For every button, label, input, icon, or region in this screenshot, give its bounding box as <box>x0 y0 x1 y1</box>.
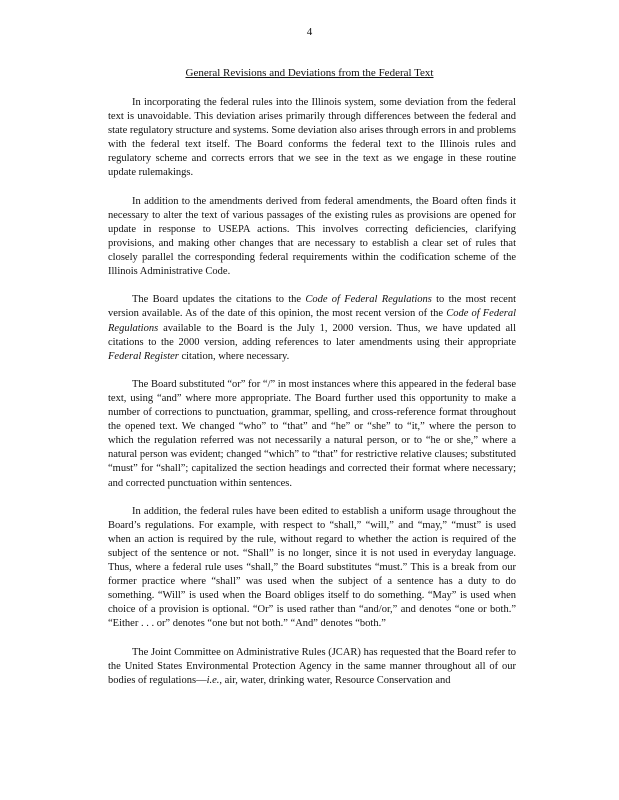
paragraph-2: In addition to the amendments derived from federal amendments, the Board often finds it necessary to alter the text of various passages of the existing rules as provisions are opened for update in response to USEPA actions. This involves correcting deficiencies, clarifying provisions, and making other changes that are necessary to establish a clear set of rules that closely parallel the corresponding federal requirements within the codification scheme of the Illinois Administrative Code. <box>108 195 516 278</box>
paragraph-3-text-a: The Board updates the citations to the <box>132 294 306 306</box>
section-heading: General Revisions and Deviations from the Federal Text <box>185 67 434 79</box>
body-text <box>108 96 516 688</box>
federal-register-citation: Federal Register <box>108 350 179 362</box>
paragraph-6-text-b: , air, water, drinking water, Resource Conservation and <box>219 674 451 686</box>
page-number: 4 <box>306 26 313 38</box>
paragraph-5: In addition, the federal rules have been edited to establish a uniform usage throughout the Board’s regulations. For example, with respect to “shall,” “will,” and “may,” “must” is used when an action is required by the rule, without regard to whether the action is required of the subject of the sentence or not. “Shall” is no longer, since it is not used in everyday language. Thus, where a federal rule uses “shall,” the Board substitutes “must.” This is a break from our former practice where “shall” was used when the subject of a sentence has a duty to do something. “Will” is used when the Board obliges itself to do something. “May” is used when choice of a provision is optional. “Or” is used rather than “and/or,” and denotes “one or both.” “Either . . . or” denotes “one but not both.” “And” denotes “both.” <box>108 505 516 630</box>
paragraph-6 <box>108 646 516 688</box>
paragraph-3 <box>108 293 516 363</box>
paragraph-4: The Board substituted “or” for “/” in most instances where this appeared in the federal base text, using “and” where more appropriate. The Board further used this opportunity to make a number of corrections to punctuation, grammar, spelling, and cross-reference format throughout the opened text. We changed “who” to “that” and “he” or “she” to “it,” where the person to which the regulation referred was not necessarily a natural person, or to “he or she,” where a natural person was evident; changed “which” to “that” for restrictive relative clauses; substituted “must” for “shall”; capitalized the section headings and corrected their format where necessary; and corrected punctuation within sentences. <box>108 378 516 489</box>
paragraph-3-text-c: available to the Board is the July 1, 2000 version. Thus, we have updated all citations to the 2000 version, adding references to later amendments using their appropriate <box>108 322 516 348</box>
paragraph-6-text-a: The Joint Committee on Administrative Rules (JCAR) has requested that the Board refer to the United States Environmental Protection Agency in the same manner throughout all of our bodies of regulations— <box>108 646 516 686</box>
paragraph-3-text-b: to the most recent version available. As of the date of this opinion, the most recent version of the <box>108 294 517 320</box>
ie-abbrev: i.e. <box>206 674 220 686</box>
paragraph-3-text-d: citation, where necessary. <box>178 350 290 362</box>
paragraph-1: In incorporating the federal rules into the Illinois system, some deviation from the federal text is unavoidable. This deviation arises primarily through differences between the federal and state regulatory structure and systems. Some deviation also arises through errors in and problems with the federal text itself. The Board conforms the federal text to the Illinois rules and regulatory scheme and corrects errors that we see in the text as we engage in these routine update rulemakings. <box>108 97 516 179</box>
cfr-citation: Code of Federal Regulations <box>305 294 432 306</box>
cfr-citation-2: Code of Federal Regulations <box>108 308 516 334</box>
